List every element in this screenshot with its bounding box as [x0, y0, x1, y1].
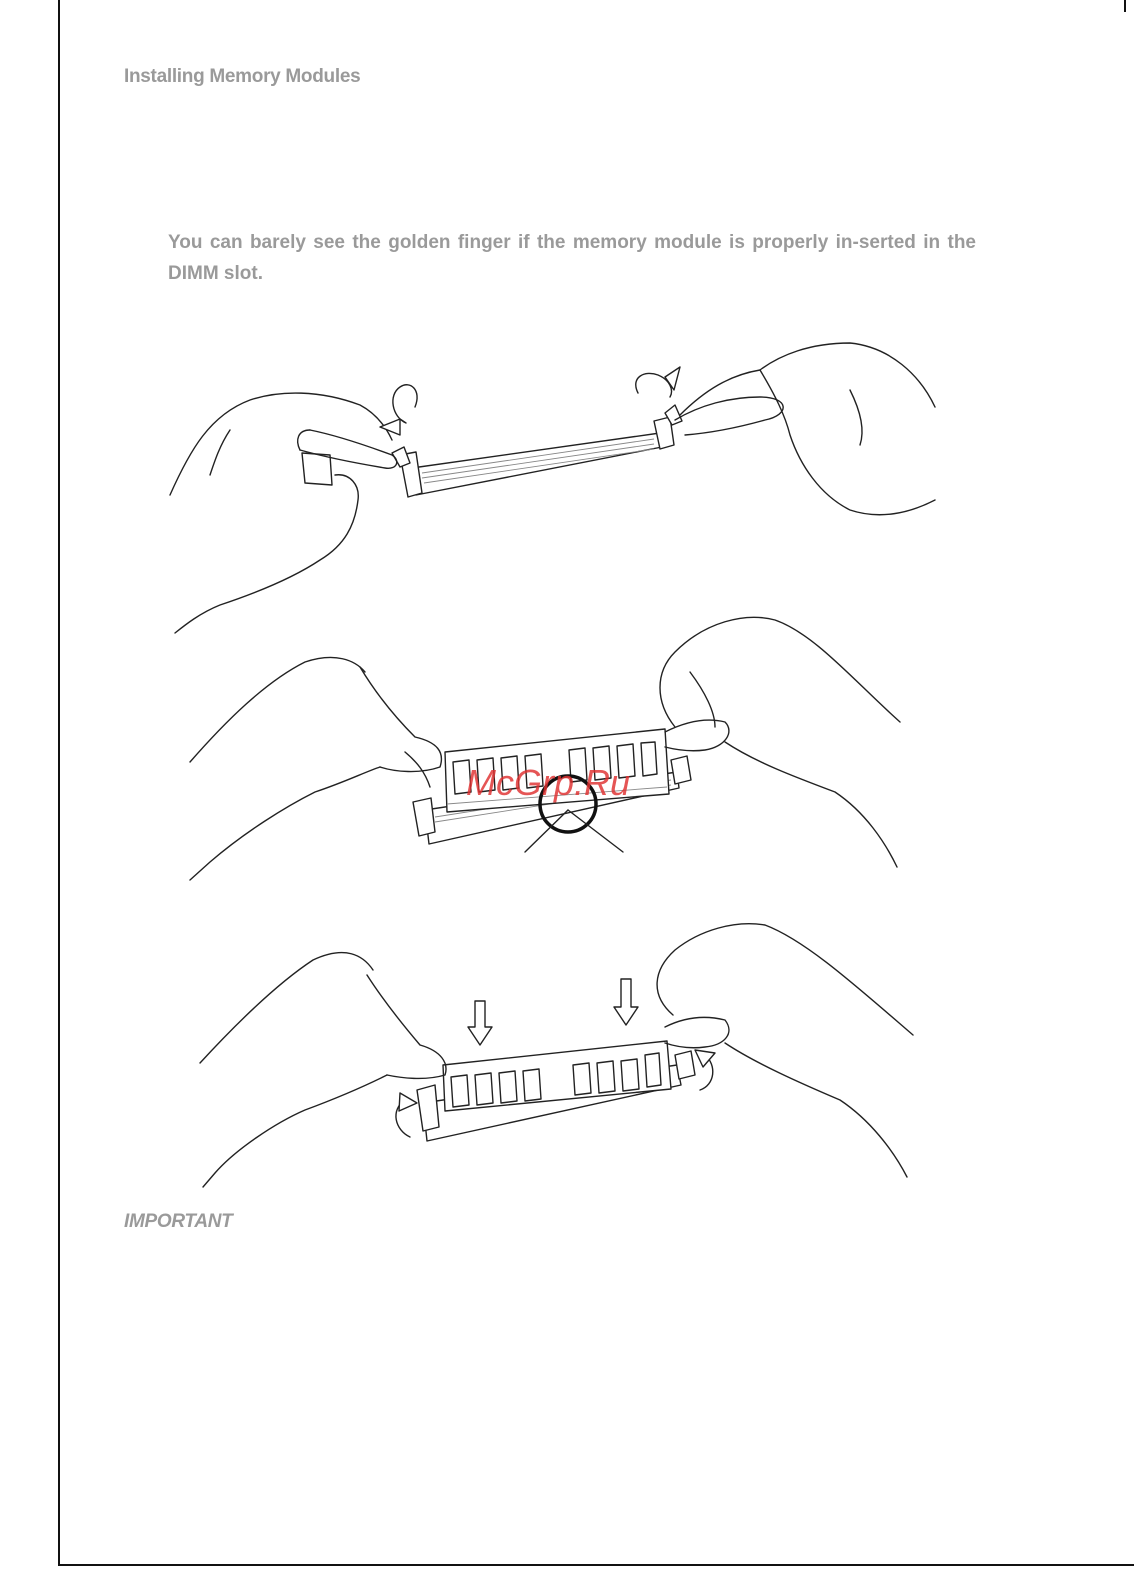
section-heading: Installing Memory Modules — [124, 66, 361, 87]
left-hand — [200, 953, 446, 1187]
right-hand — [675, 343, 935, 515]
note-text: You can barely see the golden finger if the memory module is properly in-serted in the DIMM slot. — [168, 232, 976, 284]
watermark-text: McGrp.Ru — [466, 762, 631, 803]
down-arrow-icon — [614, 979, 638, 1025]
left-hand — [190, 657, 441, 880]
down-arrow-icon — [468, 1001, 492, 1045]
rotate-arrow-icon — [636, 367, 680, 397]
page-border-right — [1124, 0, 1126, 12]
page-border-bottom — [58, 1564, 1134, 1566]
left-hand — [170, 393, 397, 633]
rotate-arrow-icon — [380, 385, 417, 435]
right-hand — [660, 617, 900, 867]
rotate-arrow-icon — [396, 1093, 417, 1137]
figure-unlock-clips — [160, 335, 950, 640]
page-border-left — [58, 0, 60, 1566]
figure-press-down — [195, 915, 915, 1190]
memory-module — [443, 1041, 671, 1111]
dimm-slot — [400, 417, 674, 497]
rotate-arrow-icon — [695, 1050, 715, 1090]
important-label: IMPORTANT — [124, 1211, 233, 1232]
figure-align-notch — [185, 612, 915, 887]
